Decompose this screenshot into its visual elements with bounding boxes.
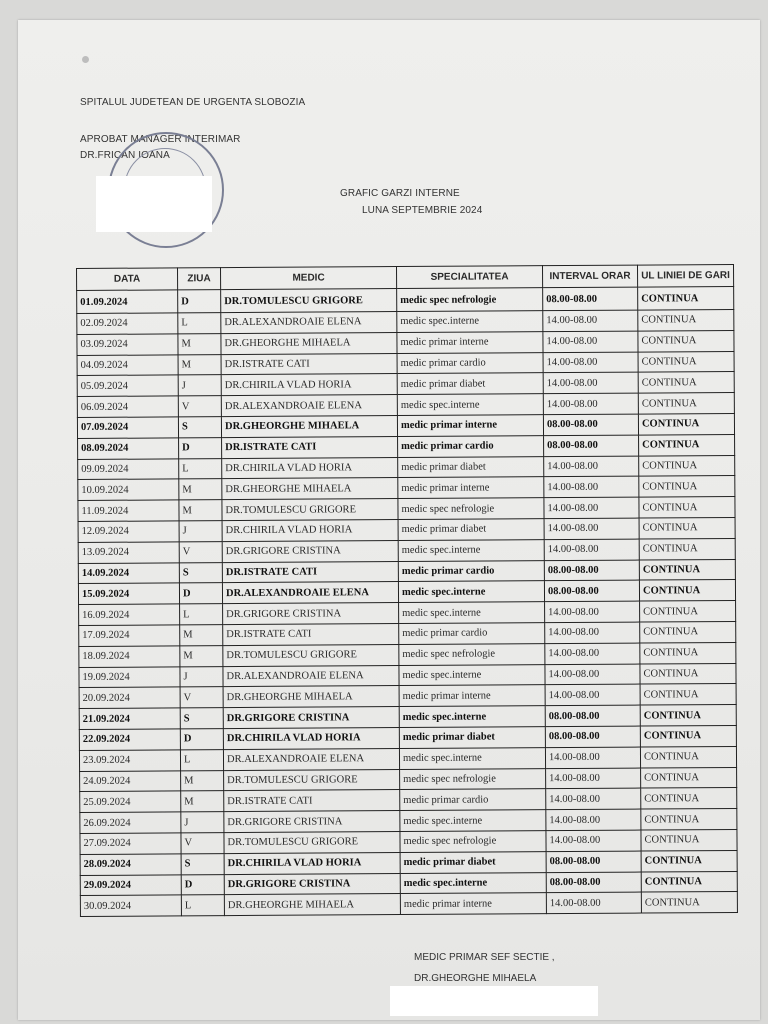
cell-specialty: medic spec.interne [400,810,546,832]
cell-day: L [180,749,223,770]
cell-specialty: medic spec.interne [398,581,544,603]
cell-doctor: DR.GHEORGHE MIHAELA [221,332,397,354]
cell-specialty: medic primar interne [397,415,543,437]
cell-interval: 14.00-08.00 [543,352,638,373]
cell-date: 07.09.2024 [77,417,178,438]
cell-specialty: medic primar interne [400,893,546,915]
cell-specialty: medic spec nefrologie [399,643,545,665]
cell-day: J [180,666,223,687]
column-header-line: UL LINIEI DE GARI [637,264,733,287]
cell-interval: 08.00-08.00 [546,851,641,872]
cell-doctor: DR.ALEXANDROAIE ELENA [221,395,397,417]
cell-interval: 14.00-08.00 [545,622,640,643]
cell-day: D [180,729,223,750]
cell-line: CONTINUA [641,850,737,871]
cell-doctor: DR.ISTRATE CATI [222,436,398,458]
cell-date: 30.09.2024 [80,895,181,916]
cell-doctor: DR.TOMULESCU GRIGORE [221,289,397,313]
cell-line: CONTINUA [638,286,734,310]
cell-interval: 14.00-08.00 [546,809,641,830]
cell-interval: 14.00-08.00 [544,497,639,518]
cell-interval: 14.00-08.00 [543,372,638,393]
cell-specialty: medic spec.interne [397,311,543,333]
cell-day: V [179,541,222,562]
cell-doctor: DR.ISTRATE CATI [223,623,399,645]
cell-specialty: medic primar diabet [398,456,544,478]
cell-line: CONTINUA [639,517,735,538]
scan-speck [82,56,89,63]
cell-doctor: DR.TOMULESCU GRIGORE [224,831,400,853]
cell-line: CONTINUA [640,642,736,663]
cell-specialty: medic primar interne [399,685,545,707]
cell-interval: 14.00-08.00 [543,393,638,414]
cell-line: CONTINUA [639,455,735,476]
cell-specialty: medic primar cardio [398,435,544,457]
cell-doctor: DR.CHIRILA VLAD HORIA [223,727,399,749]
cell-doctor: DR.GRIGORE CRISTINA [224,811,400,833]
cell-interval: 14.00-08.00 [545,664,640,685]
cell-doctor: DR.GRIGORE CRISTINA [223,603,399,625]
cell-day: S [179,562,222,583]
cell-line: CONTINUA [639,580,735,601]
cell-line: CONTINUA [638,330,734,351]
cell-interval: 08.00-08.00 [545,705,640,726]
cell-date: 14.09.2024 [78,562,179,583]
cell-line: CONTINUA [640,621,736,642]
cell-date: 06.09.2024 [77,396,178,417]
cell-interval: 08.00-08.00 [543,414,638,435]
cell-date: 28.09.2024 [80,854,181,875]
cell-doctor: DR.GRIGORE CRISTINA [223,707,399,729]
cell-specialty: medic primar cardio [397,352,543,374]
cell-interval: 14.00-08.00 [544,476,639,497]
cell-date: 05.09.2024 [77,375,178,396]
cell-specialty: medic primar cardio [398,560,544,582]
cell-specialty: medic spec.interne [397,394,543,416]
cell-line: CONTINUA [638,413,734,434]
cell-line: CONTINUA [640,725,736,746]
cell-line: CONTINUA [640,746,736,767]
cell-doctor: DR.CHIRILA VLAD HORIA [222,457,398,479]
cell-date: 25.09.2024 [80,791,181,812]
cell-doctor: DR.TOMULESCU GRIGORE [222,499,398,521]
cell-date: 03.09.2024 [77,334,178,355]
cell-day: V [181,833,224,854]
cell-line: CONTINUA [639,476,735,497]
cell-doctor: DR.CHIRILA VLAD HORIA [224,852,400,874]
column-header-day: ZIUA [178,268,221,290]
signatory-role: MEDIC PRIMAR SEF SECTIE , [414,952,555,963]
cell-day: M [178,354,221,375]
cell-line: CONTINUA [640,705,736,726]
cell-line: CONTINUA [638,393,734,414]
cell-day: J [179,521,222,542]
hospital-name: SPITALUL JUDETEAN DE URGENTA SLOBOZIA [80,97,306,108]
cell-doctor: DR.CHIRILA VLAD HORIA [221,374,397,396]
duty-schedule-table [76,264,737,930]
cell-interval: 14.00-08.00 [546,788,641,809]
cell-day: D [179,583,222,604]
cell-doctor: DR.TOMULESCU GRIGORE [224,769,400,791]
table-row [80,892,737,917]
cell-date: 22.09.2024 [79,729,180,750]
cell-day: D [181,874,224,895]
column-header-date: DATA [77,268,178,291]
cell-day: V [178,396,221,417]
cell-line: CONTINUA [639,559,735,580]
cell-interval: 14.00-08.00 [544,518,639,539]
cell-doctor: DR.CHIRILA VLAD HORIA [222,520,398,542]
cell-specialty: medic spec.interne [399,747,545,769]
cell-line: CONTINUA [640,663,736,684]
cell-day: D [179,437,222,458]
cell-line: CONTINUA [641,767,737,788]
cell-specialty: medic primar cardio [400,789,546,811]
cell-specialty: medic spec.interne [398,539,544,561]
cell-date: 12.09.2024 [78,521,179,542]
cell-date: 08.09.2024 [78,438,179,459]
cell-specialty: medic spec.interne [400,872,546,894]
cell-date: 26.09.2024 [80,812,181,833]
cell-date: 02.09.2024 [77,313,178,334]
column-header-interval: INTERVAL ORAR [542,265,637,288]
cell-specialty: medic primar cardio [399,623,545,645]
cell-day: M [178,333,221,354]
document-period: LUNA SEPTEMBRIE 2024 [362,205,483,216]
cell-interval: 14.00-08.00 [546,892,641,913]
cell-doctor: DR.GHEORGHE MIHAELA [221,416,397,438]
cell-doctor: DR.GHEORGHE MIHAELA [224,894,400,916]
cell-specialty: medic spec nefrologie [398,498,544,520]
cell-doctor: DR.ALEXANDROAIE ELENA [221,312,397,334]
cell-date: 18.09.2024 [79,646,180,667]
cell-date: 20.09.2024 [79,687,180,708]
cell-specialty: medic spec.interne [399,602,545,624]
cell-doctor: DR.TOMULESCU GRIGORE [223,644,399,666]
cell-specialty: medic primar interne [397,331,543,353]
cell-line: CONTINUA [638,309,734,330]
cell-specialty: medic primar diabet [400,851,546,873]
cell-interval: 14.00-08.00 [546,830,641,851]
cell-day: S [181,853,224,874]
cell-line: CONTINUA [640,601,736,622]
cell-line: CONTINUA [638,372,734,393]
redacted-signature [96,176,212,232]
cell-interval: 14.00-08.00 [545,747,640,768]
cell-doctor: DR.ALEXANDROAIE ELENA [223,665,399,687]
cell-date: 27.09.2024 [80,833,181,854]
cell-specialty: medic spec.interne [399,664,545,686]
cell-interval: 14.00-08.00 [545,643,640,664]
cell-date: 13.09.2024 [78,542,179,563]
cell-line: CONTINUA [639,497,735,518]
cell-interval: 08.00-08.00 [544,580,639,601]
cell-specialty: medic spec nefrologie [400,831,546,853]
cell-date: 16.09.2024 [79,604,180,625]
cell-day: M [181,791,224,812]
cell-line: CONTINUA [641,809,737,830]
cell-day: S [178,417,221,438]
cell-date: 29.09.2024 [80,874,181,895]
cell-doctor: DR.ISTRATE CATI [224,790,400,812]
cell-date: 11.09.2024 [78,500,179,521]
cell-line: CONTINUA [638,351,734,372]
cell-line: CONTINUA [641,871,737,892]
cell-specialty: medic spec.interne [399,706,545,728]
cell-specialty: medic primar diabet [398,519,544,541]
cell-doctor: DR.GRIGORE CRISTINA [222,540,398,562]
cell-day: M [180,645,223,666]
manager-name: DR.FRICAN IOANA [80,150,170,161]
cell-day: L [181,895,224,916]
cell-doctor: DR.ALEXANDROAIE ELENA [222,582,398,604]
cell-date: 17.09.2024 [79,625,180,646]
column-header-specialty: SPECIALITATEA [396,266,542,289]
cell-date: 01.09.2024 [77,290,178,314]
redacted-signature-footer [390,986,598,1016]
cell-day: M [181,770,224,791]
column-header-doctor: MEDIC [221,267,397,290]
cell-interval: 08.00-08.00 [544,435,639,456]
cell-line: CONTINUA [641,829,737,850]
cell-day: L [180,604,223,625]
cell-interval: 14.00-08.00 [545,601,640,622]
cell-interval: 14.00-08.00 [546,768,641,789]
cell-interval: 08.00-08.00 [543,287,638,311]
cell-date: 10.09.2024 [78,479,179,500]
cell-date: 19.09.2024 [79,666,180,687]
cell-interval: 14.00-08.00 [543,310,638,331]
cell-date: 23.09.2024 [79,750,180,771]
cell-doctor: DR.GHEORGHE MIHAELA [223,686,399,708]
cell-date: 09.09.2024 [78,458,179,479]
cell-date: 15.09.2024 [78,583,179,604]
cell-date: 24.09.2024 [80,770,181,791]
cell-doctor: DR.ISTRATE CATI [221,353,397,375]
cell-specialty: medic primar diabet [399,727,545,749]
cell-day: S [180,708,223,729]
cell-day: J [181,812,224,833]
cell-specialty: medic spec nefrologie [400,768,546,790]
signatory-name: DR.GHEORGHE MIHAELA [414,973,537,984]
cell-specialty: medic spec nefrologie [397,288,543,312]
cell-day: L [178,313,221,334]
cell-line: CONTINUA [641,788,737,809]
cell-line: CONTINUA [641,892,737,913]
cell-specialty: medic primar interne [398,477,544,499]
cell-day: V [180,687,223,708]
cell-day: D [178,290,221,313]
cell-doctor: DR.ALEXANDROAIE ELENA [223,748,399,770]
cell-doctor: DR.GRIGORE CRISTINA [224,873,400,895]
cell-specialty: medic primar diabet [397,373,543,395]
cell-day: M [179,479,222,500]
cell-doctor: DR.ISTRATE CATI [222,561,398,583]
cell-interval: 08.00-08.00 [545,726,640,747]
approval-label: APROBAT MANAGER INTERIMAR [80,134,241,145]
cell-line: CONTINUA [639,434,735,455]
cell-interval: 14.00-08.00 [544,539,639,560]
cell-doctor: DR.GHEORGHE MIHAELA [222,478,398,500]
cell-day: M [180,625,223,646]
cell-interval: 08.00-08.00 [546,872,641,893]
cell-interval: 14.00-08.00 [545,684,640,705]
cell-date: 21.09.2024 [79,708,180,729]
document-title: GRAFIC GARZI INTERNE [340,188,460,199]
cell-interval: 14.00-08.00 [544,456,639,477]
cell-line: CONTINUA [640,684,736,705]
cell-line: CONTINUA [639,538,735,559]
cell-day: J [178,375,221,396]
cell-day: L [179,458,222,479]
cell-interval: 14.00-08.00 [543,331,638,352]
cell-day: M [179,500,222,521]
cell-interval: 08.00-08.00 [544,560,639,581]
cell-date: 04.09.2024 [77,354,178,375]
